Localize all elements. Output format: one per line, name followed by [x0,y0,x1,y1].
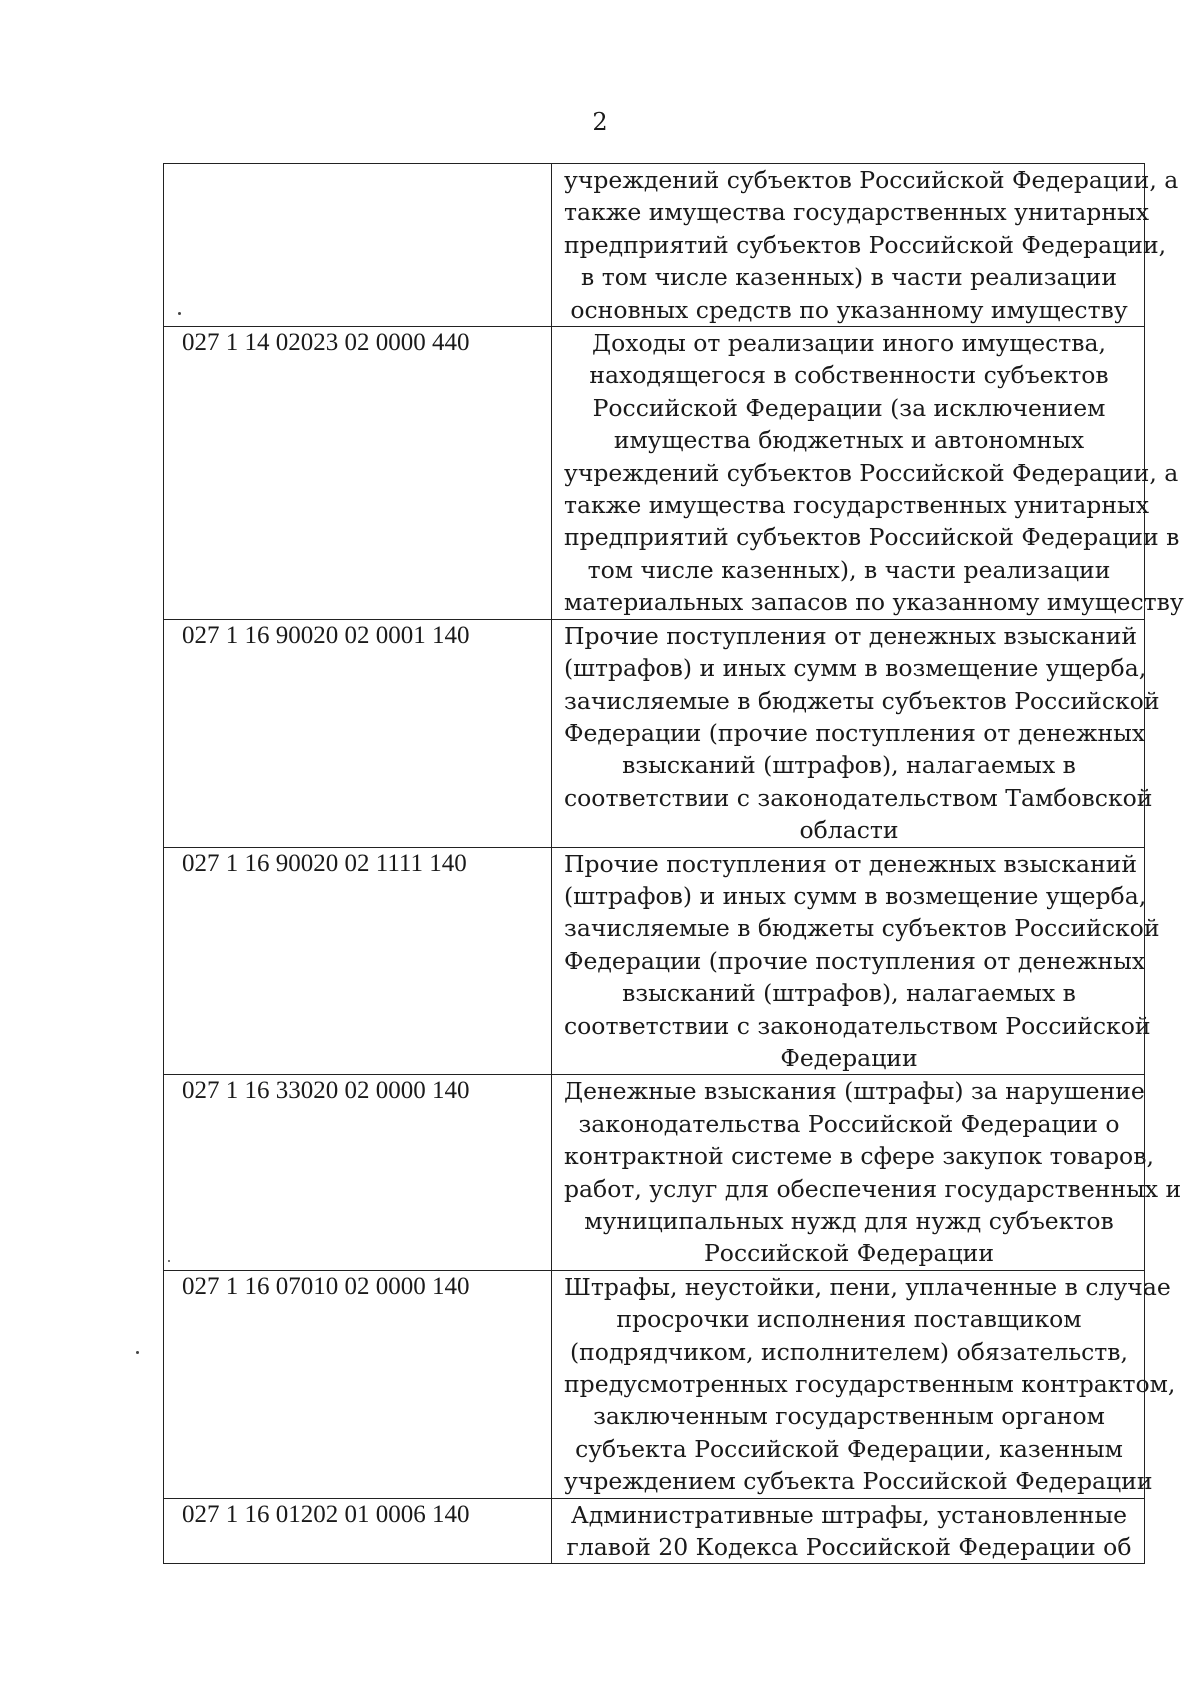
description-line: Доходы от реализации иного имущества, [591,329,1106,358]
description-line: соответствии с законодательством Российской [564,1011,1151,1040]
revenue-description-cell [552,847,1160,1075]
revenue-code-cell [164,847,552,1075]
description-line: предприятий субъектов Российской Федерации в [564,523,1180,552]
revenue-code-cell [164,619,552,847]
table-body [164,164,1184,1564]
description-line: Административные штрафы, установленные [570,1500,1128,1529]
description-line: зачисляемые в бюджеты субъектов Российской [564,686,1160,715]
description-line: взысканий (штрафов), налагаемых в [622,751,1076,780]
description-line: учреждений субъектов Российской Федерации, а [564,458,1179,487]
description-line: основных средств по указанному имуществу [570,295,1128,324]
description-line: области [799,816,899,845]
revenue-code: 027 1 16 90020 02 1111 140 [182,849,467,877]
description-line: Федерации (прочие поступления от денежных [564,718,1146,747]
description-line: (штрафов) и иных сумм в возмещение ущерба, [564,881,1147,910]
revenue-code: 027 1 16 07010 02 0000 140 [182,1272,470,1300]
description-line: также имущества государственных унитарных [564,198,1149,227]
revenue-description-cell [552,164,1179,327]
page-number: 2 [592,108,608,136]
revenue-code: 027 1 16 33020 02 0000 140 [182,1077,470,1105]
revenue-codes-table [163,163,1184,1564]
description-line: Российской Федерации [703,1239,995,1268]
table-row [164,327,1145,620]
description-line: работ, услуг для обеспечения государственных и [564,1174,1182,1203]
revenue-code-cell [164,327,552,620]
description-line: муниципальных нужд для нужд субъектов [584,1207,1114,1235]
revenue-code-cell [164,164,552,327]
description-line: заключенным государственным органом [593,1402,1105,1431]
description-line: Российской Федерации (за исключением [592,393,1106,422]
table-row [164,847,1145,1075]
description-line: Прочие поступления от денежных взысканий [564,621,1138,650]
description-line: учреждений субъектов Российской Федерации, а [564,166,1179,194]
revenue-description-cell [552,1498,1145,1564]
description-line: учреждением субъекта Российской Федерации [564,1467,1153,1496]
revenue-description-cell [552,1075,1182,1270]
revenue-code-cell [164,1270,552,1498]
description-line: субъекта Российской Федерации, казенным [575,1434,1123,1463]
scan-speck [168,1260,170,1262]
revenue-code: 027 1 16 01202 01 0006 140 [182,1500,470,1528]
description-line: взысканий (штрафов), налагаемых в [622,979,1076,1008]
revenue-description-cell [552,1270,1176,1498]
description-line: просрочки исполнения поставщиком [616,1305,1082,1334]
revenue-code: 027 1 16 90020 02 0001 140 [182,621,470,649]
description-line: Прочие поступления от денежных взысканий [564,849,1138,878]
table-row [164,1270,1145,1498]
description-line: главой 20 Кодекса Российской Федерации об [566,1533,1132,1562]
revenue-description-cell [552,327,1184,620]
description-line: соответствии с законодательством Тамбовской [564,783,1153,812]
description-line: находящегося в собственности субъектов [589,361,1109,390]
table-row [164,1498,1145,1564]
revenue-code-cell [164,1075,552,1270]
description-line: предусмотренных государственным контрактом, [564,1370,1176,1399]
description-line: (штрафов) и иных сумм в возмещение ущерба, [564,654,1147,683]
revenue-code: 027 1 14 02023 02 0000 440 [182,329,470,357]
revenue-description-cell [552,619,1160,847]
description-line: Федерации (прочие поступления от денежных [564,946,1146,975]
description-line: материальных запасов по указанному имуществу [564,588,1184,617]
description-line: Денежные взыскания (штрафы) за нарушение [564,1077,1145,1106]
description-line: том числе казенных), в части реализации [587,555,1111,584]
table-row [164,164,1145,327]
description-line: Штрафы, неустойки, пени, уплаченные в случае [564,1272,1171,1301]
description-line: имущества бюджетных и автономных [613,426,1085,455]
scan-speck [136,1351,139,1354]
description-line: предприятий субъектов Российской Федерации, [564,230,1167,259]
description-line: контрактной системе в сфере закупок товаров, [564,1142,1154,1171]
description-line: Федерации [780,1043,918,1072]
scan-speck [178,312,181,315]
description-line: (подрядчиком, исполнителем) обязательств, [569,1337,1129,1366]
revenue-code-cell [164,1498,552,1564]
table-row [164,619,1145,847]
description-line: законодательства Российской Федерации о [578,1109,1120,1138]
description-line: также имущества государственных унитарных [564,491,1149,520]
table-row [164,1075,1145,1270]
description-line: зачисляемые в бюджеты субъектов Российской [564,914,1160,943]
description-line: в том числе казенных) в части реализации [581,263,1117,292]
